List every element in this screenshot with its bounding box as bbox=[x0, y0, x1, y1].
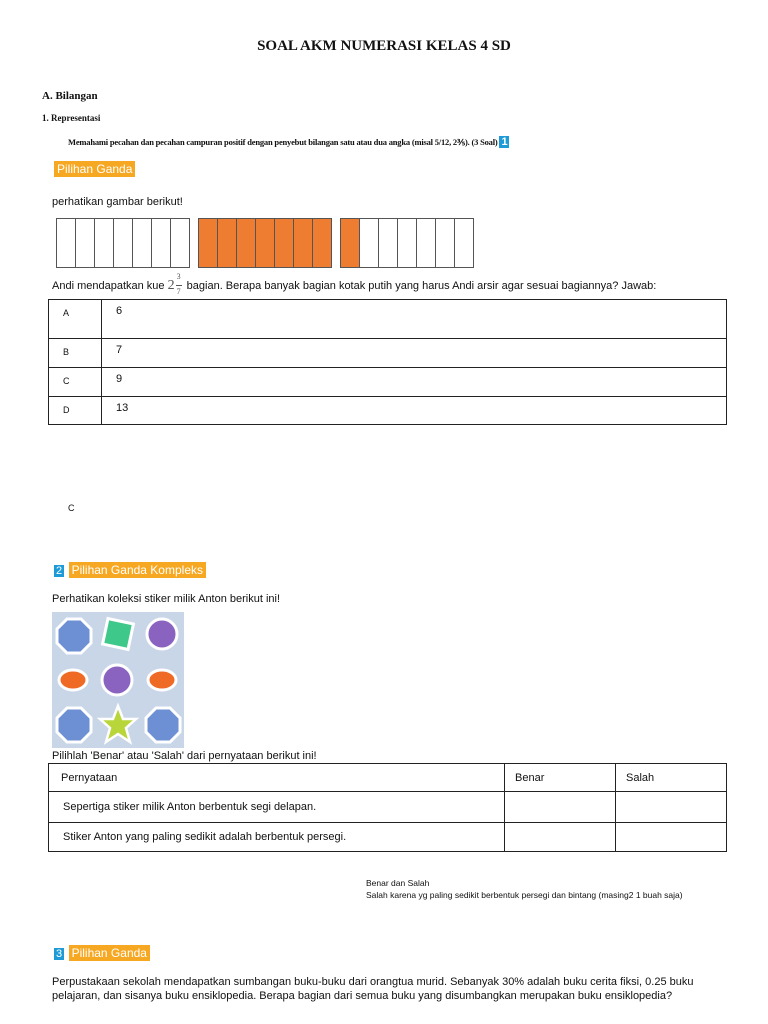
white-cell bbox=[133, 219, 152, 267]
fraction-numerator: 3 bbox=[176, 272, 181, 281]
shaded-cell bbox=[275, 219, 294, 267]
true-choice-cell[interactable] bbox=[505, 823, 616, 852]
indicator-label: Memahami pecahan dan pecahan campuran positif dengan penyebut bilangan satu atau dua angka (misal 5/12, 2⅗). (3 Soal) bbox=[68, 137, 498, 147]
true-choice-cell[interactable] bbox=[505, 792, 616, 823]
statements-table bbox=[48, 763, 727, 852]
question-instruction: perhatikan gambar berikut! bbox=[52, 196, 183, 208]
shaded-cell bbox=[294, 219, 313, 267]
answer-note bbox=[366, 877, 726, 901]
white-cell bbox=[455, 219, 473, 267]
false-choice-cell[interactable] bbox=[616, 792, 727, 823]
option-row[interactable] bbox=[49, 368, 727, 397]
white-cell bbox=[95, 219, 114, 267]
question-type-label: Pilihan Ganda bbox=[69, 945, 150, 961]
shaded-cell bbox=[256, 219, 275, 267]
question-number-badge: 2 bbox=[56, 565, 63, 577]
white-cell bbox=[379, 219, 398, 267]
statement-text: Stiker Anton yang paling sedikit adalah berbentuk persegi. bbox=[49, 823, 505, 852]
option-row[interactable] bbox=[49, 339, 727, 368]
header-statement: Pernyataan bbox=[49, 764, 505, 792]
fraction-bar bbox=[176, 285, 182, 286]
question-type-label: Pilihan Ganda Kompleks bbox=[69, 562, 206, 578]
white-cell bbox=[152, 219, 171, 267]
question-type-tag bbox=[54, 944, 150, 962]
fraction-denominator: 7 bbox=[176, 287, 181, 296]
options-table bbox=[48, 299, 727, 425]
answer-line: Benar dan Salah bbox=[366, 878, 430, 888]
indicator-text bbox=[68, 136, 509, 148]
shaded-cell bbox=[199, 219, 218, 267]
option-key: A bbox=[49, 300, 102, 339]
option-value: 6 bbox=[102, 300, 727, 339]
false-choice-cell[interactable] bbox=[616, 823, 727, 852]
option-row[interactable] bbox=[49, 300, 727, 339]
option-value: 9 bbox=[102, 368, 727, 397]
circle-sticker-icon bbox=[102, 665, 132, 695]
statement-text: Sepertiga stiker milik Anton berbentuk segi delapan. bbox=[49, 792, 505, 823]
shaded-cell bbox=[237, 219, 256, 267]
table-row bbox=[49, 823, 727, 852]
circle-sticker-icon bbox=[147, 619, 177, 649]
white-cell bbox=[436, 219, 455, 267]
white-cell bbox=[114, 219, 133, 267]
sticker-collection-svg bbox=[52, 612, 184, 748]
octagon-sticker-icon bbox=[146, 708, 180, 742]
question-instruction: Perhatikan koleksi stiker milik Anton berikut ini! bbox=[52, 593, 281, 605]
fraction-whole: 2 bbox=[167, 278, 175, 293]
question-text: Perpustakaan sekolah mendapatkan sumbangan buku-buku dari orangtua murid. Sebanyak 30% adalah buku cerita fiksi, 0.25 buku pelajaran, dan sisanya buku ensiklopedia. Berapa bagian dari semua buku yang disumbangkan merupakan buku ensiklopedia? bbox=[52, 976, 694, 1002]
option-key: C bbox=[49, 368, 102, 397]
answer-explanation: Salah karena yg paling sedikit berbentuk persegi dan bintang (masing2 1 buah saja) bbox=[366, 890, 683, 900]
oval-sticker-icon bbox=[148, 670, 176, 690]
square-sticker-icon bbox=[103, 619, 134, 650]
option-value: 7 bbox=[102, 339, 727, 368]
fraction-box-2 bbox=[198, 218, 332, 268]
white-cell bbox=[76, 219, 95, 267]
table-header-row bbox=[49, 764, 727, 792]
oval-sticker-icon bbox=[59, 670, 87, 690]
octagon-sticker-icon bbox=[57, 619, 91, 653]
shaded-cell bbox=[341, 219, 360, 267]
shaded-cell bbox=[313, 219, 331, 267]
section-heading: A. Bilangan bbox=[42, 90, 98, 102]
fraction-box-1 bbox=[56, 218, 190, 268]
question-number-badge: 1 bbox=[501, 136, 508, 148]
shaded-cell bbox=[218, 219, 237, 267]
question-text-end: bagian. Berapa banyak bagian kotak putih yang harus Andi arsir agar sesuai bagiannya? Jawab: bbox=[186, 279, 657, 292]
sticker-collection-image bbox=[52, 612, 184, 748]
white-cell bbox=[417, 219, 436, 267]
question-type-tag bbox=[54, 561, 206, 579]
header-false: Salah bbox=[616, 764, 727, 792]
table-row bbox=[49, 792, 727, 823]
white-cell bbox=[398, 219, 417, 267]
white-cell bbox=[57, 219, 76, 267]
question-prompt: Pilihlah 'Benar' atau 'Salah' dari pernyataan berikut ini! bbox=[52, 750, 317, 762]
option-key: B bbox=[49, 339, 102, 368]
question-text-start: Andi mendapatkan kue bbox=[52, 279, 165, 292]
option-row[interactable] bbox=[49, 397, 727, 425]
octagon-sticker-icon bbox=[57, 708, 91, 742]
answer-text: C bbox=[68, 503, 75, 513]
question-type-label: Pilihan Ganda bbox=[54, 161, 135, 177]
question-type-tag bbox=[54, 160, 135, 178]
fraction-box-3 bbox=[340, 218, 474, 268]
option-value: 13 bbox=[102, 397, 727, 425]
mixed-fraction bbox=[168, 272, 184, 300]
option-key: D bbox=[49, 397, 102, 425]
header-true: Benar bbox=[505, 764, 616, 792]
white-cell bbox=[171, 219, 189, 267]
question-number-badge: 3 bbox=[56, 948, 63, 960]
question-text bbox=[52, 272, 656, 300]
white-cell bbox=[360, 219, 379, 267]
page-title: SOAL AKM NUMERASI KELAS 4 SD bbox=[257, 38, 511, 54]
star-sticker-icon bbox=[100, 706, 136, 742]
subsection-heading: 1. Representasi bbox=[42, 113, 101, 123]
